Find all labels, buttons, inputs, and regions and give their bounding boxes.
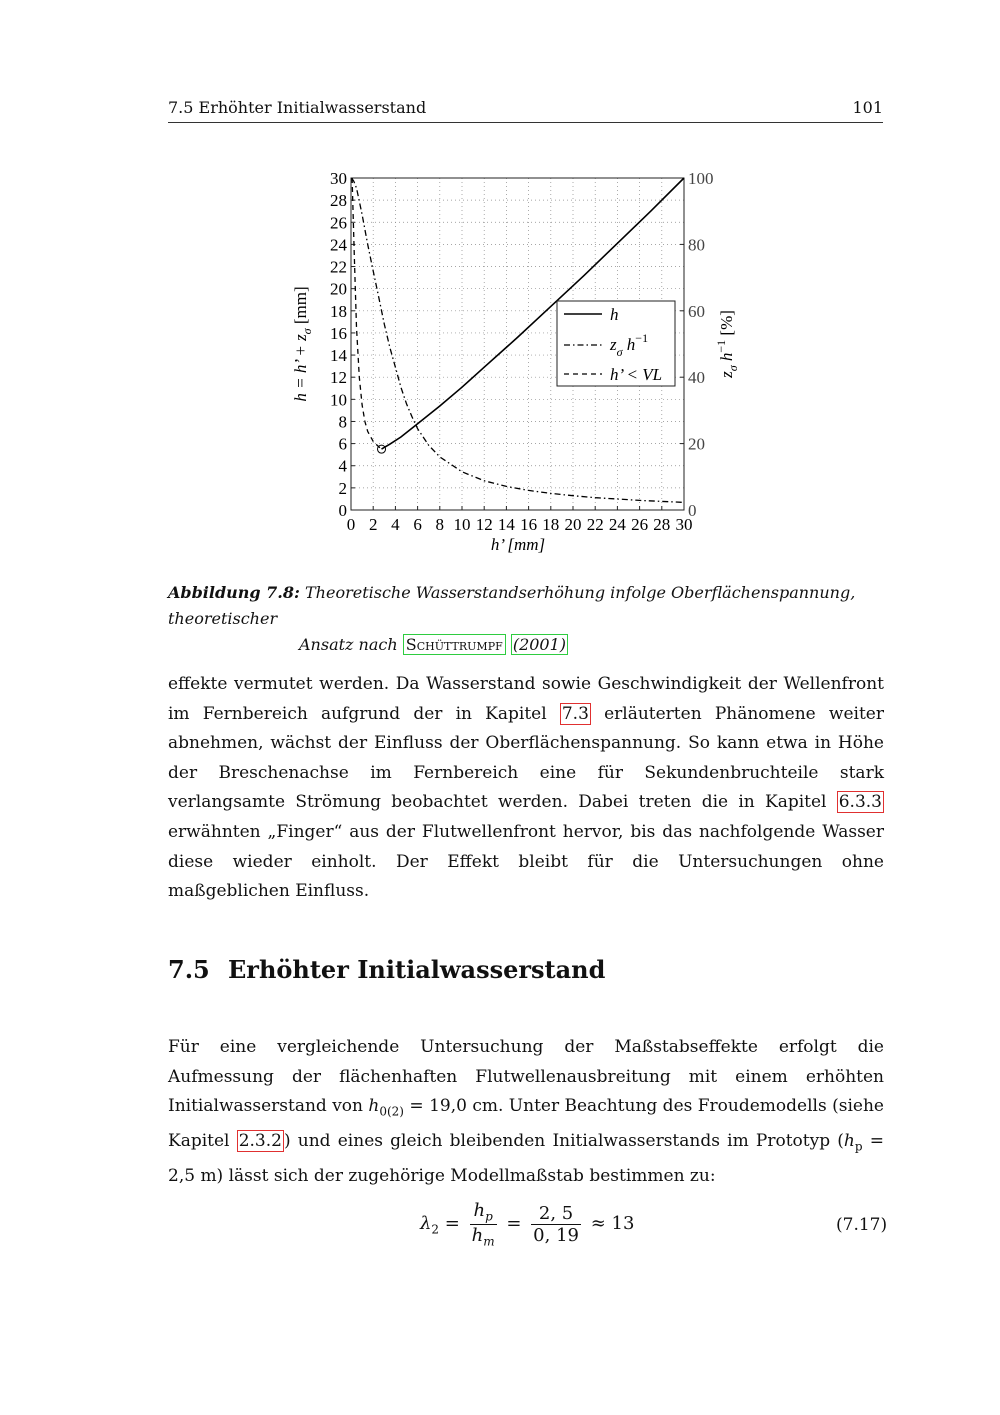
y-axis-right-ticks — [680, 169, 714, 520]
y-left-tick-label: 14 — [330, 346, 347, 366]
section-number: 7.5 — [168, 955, 210, 984]
y-left-tick-label: 8 — [338, 412, 347, 432]
figure-chart — [270, 160, 750, 560]
x-tick-label: 4 — [391, 515, 400, 534]
caption-text-1: Theoretische Wasserstandserhöhung infolge Oberflächenspannung, theoretischer — [168, 583, 856, 628]
fraction-hp-hm: $\frac{h_p}{h_m}$ — [471, 1200, 495, 1249]
chart-legend — [557, 301, 675, 386]
y-right-tick-label: 20 — [688, 434, 705, 454]
chapter-ref-2-3-2[interactable]: 2.3.2 — [238, 1131, 282, 1152]
y-left-tick-label: 20 — [330, 279, 347, 299]
caption-label: Abbildung 7.8: — [168, 583, 300, 602]
page-number: 101 — [852, 98, 883, 117]
y-left-tick-label: 12 — [330, 368, 347, 388]
svg-text:h = h’ + zσ [mm]: h = h’ + $z_\sigma$ [mm] — [291, 286, 314, 402]
figure-caption — [168, 580, 884, 658]
y-right-tick-label: 100 — [688, 169, 714, 188]
running-head — [168, 98, 883, 123]
y-right-tick-label: 60 — [688, 301, 705, 321]
legend-label-h: h — [610, 305, 619, 324]
y-left-tick-label: 24 — [330, 235, 347, 255]
equation-7-17: $\lambda_2$ = $\frac{h_p}{h_m}$ = $\frac{2, 5}{0, 19}$ ≈ 13 — [420, 1200, 635, 1249]
x-tick-label: 18 — [542, 515, 560, 534]
y-left-tick-label: 10 — [330, 390, 347, 410]
citation-link[interactable]: Schüttrumpf — [403, 634, 506, 655]
y-left-tick-label: 6 — [338, 434, 347, 454]
y-left-tick-label: 28 — [330, 191, 347, 211]
x-tick-label: 22 — [586, 515, 604, 534]
y-left-tick-label: 4 — [338, 456, 347, 476]
x-tick-label: 0 — [346, 515, 356, 534]
fraction-values: $\frac{2, 5}{0, 19}$ — [533, 1202, 579, 1246]
x-tick-label: 8 — [435, 515, 445, 534]
x-axis-label: h’ [mm] — [490, 535, 546, 554]
x-tick-label: 26 — [631, 515, 649, 534]
y-left-tick-label: 0 — [338, 501, 347, 520]
y-left-tick-label: 2 — [338, 478, 347, 498]
series-line-dashed — [352, 178, 381, 449]
x-tick-label: 12 — [475, 515, 493, 534]
legend-label-vl: h’ < VL — [610, 365, 663, 384]
y-right-tick-label: 80 — [688, 235, 705, 255]
y-left-tick-label: 18 — [330, 301, 347, 321]
y-right-tick-label: 0 — [688, 501, 697, 520]
y-right-tick-label: 40 — [688, 368, 705, 388]
chapter-ref-6-3-3[interactable]: 6.3.3 — [838, 792, 882, 813]
legend-label-z: $z_\sigma$ $h^{-1}$ — [610, 331, 649, 359]
x-tick-label: 16 — [520, 515, 538, 534]
section-heading — [168, 955, 605, 984]
x-tick-label: 14 — [497, 515, 515, 534]
y-axis-left-label — [291, 286, 314, 401]
y-left-tick-label: 22 — [330, 257, 347, 277]
svg-text:zσ h−1 [%]: $z_\sigma$ $h^{-1}$ [%] — [714, 310, 740, 378]
caption-text-2: Ansatz nach — [299, 635, 398, 654]
y-left-tick-label: 30 — [330, 169, 347, 188]
paragraph-2: Für eine vergleichende Untersuchung der Maßstabseffekte erfolgt die Aufmessung der flächenhaften Flutwellenausbreitung mit einem erhöhten Initialwasserstand von $h_{0(2)} = 19,0$ cm. Unter Beachtung des Froudemodells (siehe Kapitel 2.3.2 ) und eines gleich bleibenden Initialwasserstands im Prototyp ($h_p = 2,5$ m) lässt sich der zugehörige Modellmaßstab bestimmen zu: — [168, 1037, 884, 1187]
x-tick-label: 10 — [453, 515, 471, 534]
running-head-section: 7.5 Erhöhter Initialwasserstand — [168, 98, 427, 117]
equation-number: (7.17) — [836, 1215, 888, 1235]
x-tick-label: 2 — [368, 515, 378, 534]
section-title: Erhöhter Initialwasserstand — [228, 955, 606, 984]
chapter-ref-7-3[interactable]: 7.3 — [561, 703, 589, 724]
y-left-tick-label: 26 — [330, 213, 347, 233]
x-tick-label: 24 — [608, 515, 626, 534]
x-tick-label: 20 — [564, 515, 582, 534]
citation-year-link[interactable]: (2001) — [512, 635, 567, 654]
x-tick-label: 28 — [653, 515, 671, 534]
x-tick-label: 30 — [675, 515, 693, 534]
x-tick-label: 6 — [413, 515, 422, 534]
paragraph-1: effekte vermutet werden. Da Wasserstand sowie Geschwindigkeit der Wellenfront im Fernbereich aufgrund der in Kapitel 7.3 erläuterten Phänomene weiter abnehmen, wächst der Einfluss der Oberflächenspannung. So kann etwa in Höhe der Breschenachse im Fernbereich eine für Sekundenbruchteile stark verlangsamte Strömung beobachtet werden. Dabei treten die in Kapitel 6.3.3 erwähnten „Finger“ aus der Flutwellenfront hervor, bis das nachfolgende Wasser diese wieder einholt. Der Effekt bleibt für die Untersuchungen ohne maßgeblichen Einfluss. — [168, 674, 884, 902]
y-axis-right-label — [714, 310, 740, 379]
y-left-tick-label: 16 — [330, 323, 347, 343]
